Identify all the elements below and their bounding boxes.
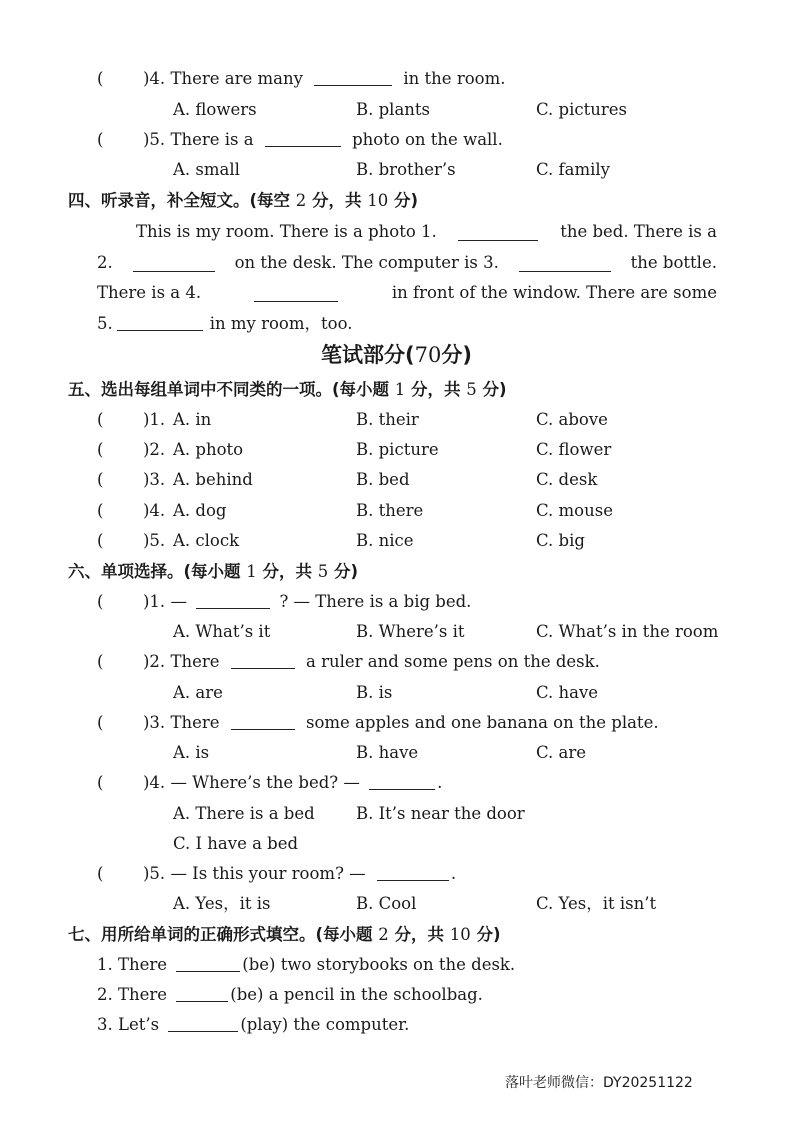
fill-stem: 1. There [97,955,168,974]
question-stem-end: photo on the wall. [352,130,503,149]
fill-item [0,1011,793,1039]
question-stem-end: . [450,864,457,883]
question-number: )3. [143,470,166,489]
option-c[interactable]: C. Yes，it isn’t [536,894,657,913]
question-stem-end: ? — There is a big bed. [279,592,472,611]
option-a[interactable]: A. dog [173,501,227,520]
option-c[interactable]: C. big [536,531,585,550]
passage-line-4: 5. in my room，too. [97,314,353,333]
question-row [0,648,793,676]
question-row [0,65,793,93]
option-c[interactable]: C. What’s in the room [536,622,719,641]
passage-line-2: 2. on the desk. The computer is 3. the bottle. [97,253,717,272]
option-a[interactable]: A. clock [173,531,240,550]
question-number: )5. [143,864,171,883]
option-b[interactable]: B. their [356,410,419,429]
option-b[interactable]: B. picture [356,440,439,459]
question-number: )4. [143,773,171,792]
option-c[interactable]: C. are [536,743,587,762]
question-stem: — Is this your room? — [170,864,366,883]
section-heading-4: 四、听录音，补全短文。(每空 2 分，共 10 分) [68,191,419,210]
option-c[interactable]: C. have [536,683,599,702]
question-row [0,709,793,737]
option-b[interactable]: B. plants [356,100,431,119]
question-stem-end: a ruler and some pens on the desk. [306,652,600,671]
option-a[interactable]: A. There is a bed [173,804,315,823]
option-a[interactable]: A. behind [173,470,253,489]
question-row [0,466,793,494]
question-row [0,860,793,888]
fill-stem-end: (play) the computer. [240,1015,410,1034]
question-number: )3. [143,713,171,732]
answer-paren[interactable]: ( [97,773,104,792]
question-row [0,436,793,464]
passage-blank-5[interactable] [117,312,203,331]
answer-paren[interactable]: ( [97,501,104,520]
question-stem: There [170,713,220,732]
question-row [0,406,793,434]
option-c[interactable]: C. I have a bed [173,834,299,853]
option-b[interactable]: B. Where’s it [356,622,465,641]
option-b[interactable]: B. there [356,501,424,520]
question-stem: — [170,592,187,611]
option-c[interactable]: C. family [536,160,610,179]
passage-blank-1[interactable] [458,222,538,241]
answer-paren[interactable]: ( [97,713,104,732]
option-b[interactable]: B. have [356,743,419,762]
option-b[interactable]: B. brother’s [356,160,456,179]
question-row [0,527,793,555]
passage-blank-3[interactable] [519,253,611,272]
answer-blank[interactable] [314,67,392,86]
question-row [0,769,793,797]
answer-paren[interactable]: ( [97,410,104,429]
question-number: )1. [143,410,166,429]
option-a[interactable]: A. in [173,410,212,429]
answer-blank[interactable] [196,590,270,609]
fill-stem-end: (be) two storybooks on the desk. [242,955,516,974]
question-number: )2. [143,652,171,671]
passage-line-1: This is my room. There is a photo 1. the bed. There is a [136,222,717,241]
question-number: )1. [143,592,171,611]
answer-blank[interactable] [377,862,449,881]
answer-paren[interactable]: ( [97,592,104,611]
options-row [0,739,793,767]
section-heading-6: 六、单项选择。(每小题 1 分，共 5 分) [68,562,359,581]
section-heading-5: 五、选出每组单词中不同类的一项。(每小题 1 分，共 5 分) [68,380,507,399]
fill-item [0,981,793,1009]
option-a[interactable]: A. flowers [173,100,257,119]
answer-blank[interactable] [265,128,341,147]
answer-paren[interactable]: ( [97,531,104,550]
option-a[interactable]: A. are [173,683,223,702]
answer-blank[interactable] [231,650,295,669]
question-stem-end: . [437,773,443,792]
option-c[interactable]: C. flower [536,440,612,459]
fill-stem-end: (be) a pencil in the schoolbag. [230,985,483,1004]
written-part-title: 笔试部分(70分) [321,343,472,367]
options-row [0,800,793,828]
question-stem: There are many [170,69,303,88]
question-number: )5. [143,130,171,149]
passage-blank-4[interactable] [254,283,338,302]
question-number: )5. [143,531,166,550]
answer-paren[interactable]: ( [97,130,104,149]
option-a[interactable]: A. Yes，it is [173,894,271,913]
option-b[interactable]: B. It’s near the door [356,804,525,823]
fill-item [0,951,793,979]
question-stem-end: some apples and one banana on the plate. [306,713,659,732]
options-row [0,679,793,707]
question-row [0,497,793,525]
option-b[interactable]: B. Cool [356,894,417,913]
question-number: )2. [143,440,166,459]
passage-line-3: There is a 4. in front of the window. There are some [97,283,717,302]
option-a[interactable]: A. photo [173,440,244,459]
fill-stem: 3. Let’s [97,1015,160,1034]
question-row [0,588,793,616]
question-stem: There [170,652,220,671]
answer-paren[interactable]: ( [97,470,104,489]
option-c[interactable]: C. mouse [536,501,613,520]
option-a[interactable]: A. What’s it [173,622,271,641]
option-b[interactable]: B. nice [356,531,414,550]
option-c[interactable]: C. desk [536,470,598,489]
answer-paren[interactable]: ( [97,864,104,883]
options-row [0,830,793,858]
question-row [0,126,793,154]
options-row [0,96,793,124]
question-number: )4. [143,501,166,520]
answer-blank[interactable] [176,983,228,1002]
question-stem: — Where’s the bed? — [170,773,360,792]
answer-blank[interactable] [176,953,240,972]
answer-paren[interactable]: ( [97,440,104,459]
section-heading-7: 七、用所给单词的正确形式填空。(每小题 2 分，共 10 分) [68,925,501,944]
option-b[interactable]: B. bed [356,470,410,489]
answer-blank[interactable] [168,1013,238,1032]
fill-stem: 2. There [97,985,168,1004]
question-stem: There is a [170,130,254,149]
answer-blank[interactable] [231,711,295,730]
question-number: )4. [143,69,171,88]
options-row [0,156,793,184]
option-a[interactable]: A. small [173,160,240,179]
answer-blank[interactable] [369,771,435,790]
option-a[interactable]: A. is [173,743,210,762]
question-stem-end: in the room. [403,69,506,88]
footer-watermark: 落叶老师微信：DY20251122 [505,1075,693,1091]
passage-blank-2[interactable] [133,253,215,272]
answer-paren[interactable]: ( [97,652,104,671]
answer-paren[interactable]: ( [97,69,104,88]
options-row [0,618,793,646]
option-c[interactable]: C. above [536,410,608,429]
option-b[interactable]: B. is [356,683,393,702]
option-c[interactable]: C. pictures [536,100,627,119]
options-row [0,890,793,918]
